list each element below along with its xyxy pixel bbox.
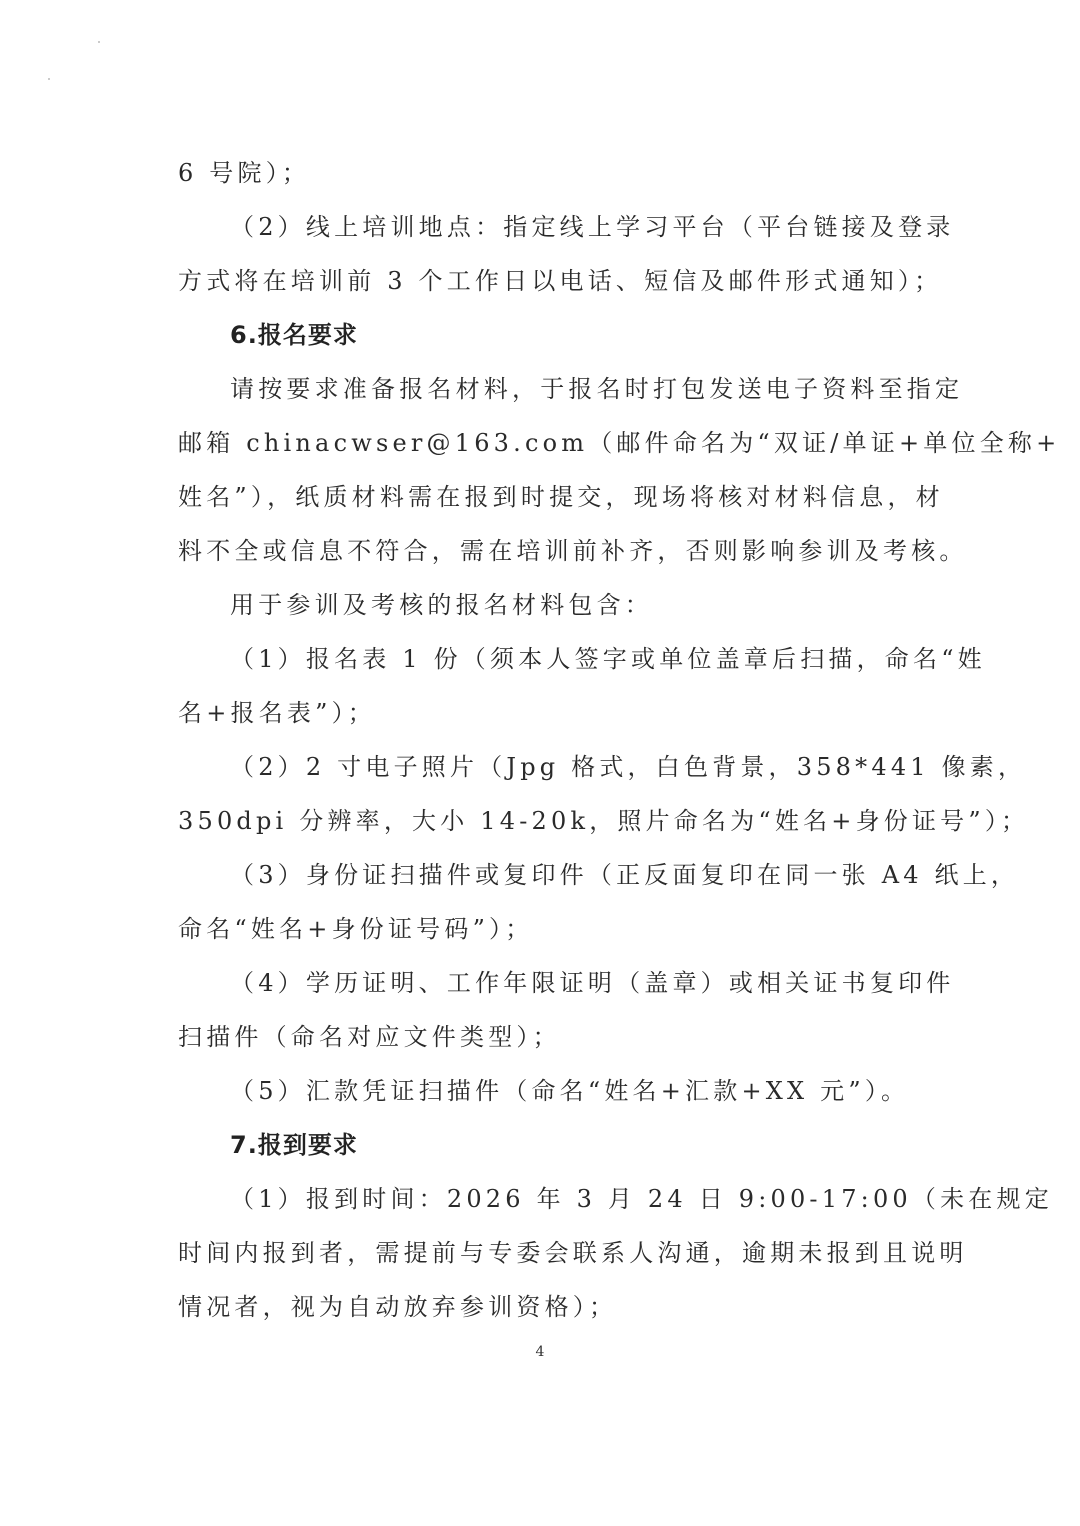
paragraph-line: 姓名”），纸质材料需在报到时提交，现场将核对材料信息，材 bbox=[178, 483, 944, 511]
list-item-continued: 命名“姓名+身份证号码”）； bbox=[178, 915, 534, 943]
scan-speck bbox=[48, 78, 50, 80]
list-item: （1）报名表 1 份（须本人签字或单位盖章后扫描，命名“姓 bbox=[230, 645, 986, 673]
paragraph-line: 请按要求准备报名材料，于报名时打包发送电子资料至指定 bbox=[230, 375, 964, 403]
list-item: （5）汇款凭证扫描件（命名“姓名+汇款+XX 元”）。 bbox=[230, 1077, 910, 1105]
list-item: （2）2 寸电子照片（Jpg 格式，白色背景，358*441 像素， bbox=[230, 753, 1027, 781]
list-item-continued: 情况者，视为自动放弃参训资格）； bbox=[178, 1293, 618, 1321]
page-number: 4 bbox=[535, 1344, 545, 1360]
paragraph-line: （2）线上培训地点：指定线上学习平台（平台链接及登录 bbox=[230, 213, 955, 241]
list-item: （4）学历证明、工作年限证明（盖章）或相关证书复印件 bbox=[230, 969, 955, 997]
paragraph-line-email: 邮箱 chinacwser@163.com（邮件命名为“双证/单证+单位全称+ bbox=[178, 429, 1061, 457]
list-item-continued: 扫描件（命名对应文件类型）； bbox=[178, 1023, 561, 1051]
list-item-continued: 时间内报到者，需提前与专委会联系人沟通，逾期未报到且说明 bbox=[178, 1239, 968, 1267]
section-heading-checkin: 7.报到要求 bbox=[230, 1131, 358, 1159]
list-item-continued: 名+报名表”）； bbox=[178, 699, 376, 727]
list-item-continued: 350dpi 分辨率，大小 14-20k，照片命名为“姓名+身份证号”）； bbox=[178, 807, 1030, 835]
paragraph-line: 6 号院）； bbox=[178, 159, 311, 187]
section-heading-registration: 6.报名要求 bbox=[230, 321, 358, 349]
paragraph-line: 料不全或信息不符合，需在培训前补齐，否则影响参训及考核。 bbox=[178, 537, 968, 565]
scan-speck bbox=[98, 41, 100, 43]
paragraph-line: 用于参训及考核的报名材料包含： bbox=[230, 591, 653, 619]
list-item: （3）身份证扫描件或复印件（正反面复印在同一张 A4 纸上， bbox=[230, 861, 1020, 889]
paragraph-line: 方式将在培训前 3 个工作日以电话、短信及邮件形式通知）； bbox=[178, 267, 943, 295]
list-item: （1）报到时间：2026 年 3 月 24 日 9:00-17:00（未在规定 bbox=[230, 1185, 1053, 1213]
